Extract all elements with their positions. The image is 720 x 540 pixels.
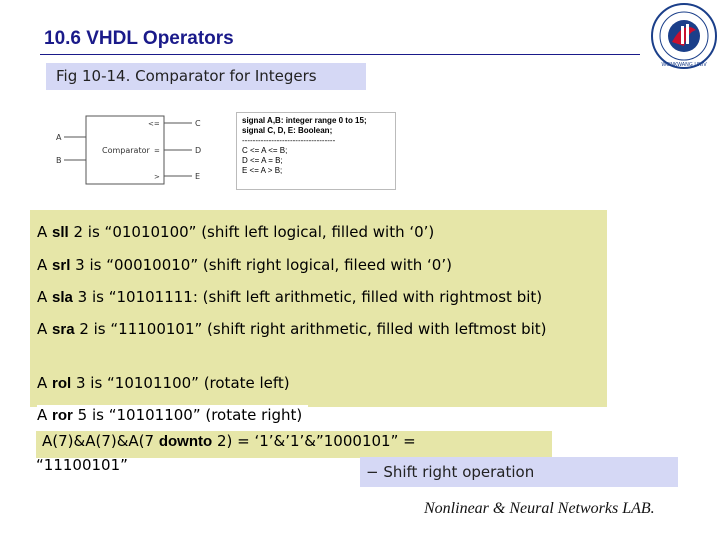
list-item: A sra 2 is “11100101” (shift right arithmetic, filled with leftmost bit) — [37, 320, 547, 338]
downto-keyword: downto — [158, 433, 213, 450]
comparator-schematic — [54, 110, 232, 192]
list-item: A sll 2 is “01010100” (shift left logical, filled with ‘0’) — [37, 223, 435, 241]
operator-keyword: sll — [52, 224, 69, 241]
figure-caption: Fig 10-14. Comparator for Integers — [46, 63, 366, 90]
operator-keyword: rol — [52, 375, 72, 392]
concatenation-result: “11100101” — [36, 456, 128, 474]
output-label-e: E — [195, 172, 201, 181]
op-eq: = — [154, 147, 160, 155]
operator-keyword: sla — [52, 289, 73, 306]
university-seal-icon — [650, 2, 718, 70]
code-line: ----------------------------------- — [242, 136, 336, 145]
footer-lab-name: Nonlinear & Neural Networks LAB. — [424, 500, 655, 517]
operator-keyword: sra — [52, 321, 75, 338]
input-label-a: A — [56, 133, 62, 142]
op-le: <= — [148, 120, 160, 128]
title-underline — [40, 54, 640, 55]
op-gt: > — [154, 173, 160, 181]
operator-keyword: srl — [52, 257, 71, 274]
output-label-c: C — [195, 119, 201, 128]
code-line: C <= A <= B; — [242, 146, 288, 155]
vhdl-code-box — [236, 112, 396, 190]
shift-right-note: − Shift right operation — [360, 457, 678, 487]
concatenation-expression: A(7)&A(7)&A(7 downto 2) = ‘1’&’1’&”1000101” = — [36, 431, 552, 458]
list-item: A ror 5 is “10101100” (rotate right) — [37, 405, 308, 426]
list-item: A rol 3 is “10101100” (rotate left) — [37, 374, 290, 392]
list-item: A sla 3 is “10101111: (shift left arithmetic, filled with rightmost bit) — [37, 288, 543, 306]
page-title: 10.6 VHDL Operators — [44, 28, 234, 49]
code-line: E <= A > B; — [242, 166, 283, 175]
input-label-b: B — [56, 156, 62, 165]
list-item: A srl 3 is “00010010” (shift right logical, fileed with ‘0’) — [37, 256, 452, 274]
code-line: signal A,B: integer range 0 to 15; — [242, 116, 367, 125]
code-line: D <= A = B; — [242, 156, 283, 165]
output-label-d: D — [195, 146, 202, 155]
seal-text: WONKWANG UNIV — [661, 62, 707, 68]
operator-keyword: ror — [52, 407, 73, 424]
code-line: signal C, D, E: Boolean; — [242, 126, 333, 135]
block-label: Comparator — [102, 146, 150, 155]
